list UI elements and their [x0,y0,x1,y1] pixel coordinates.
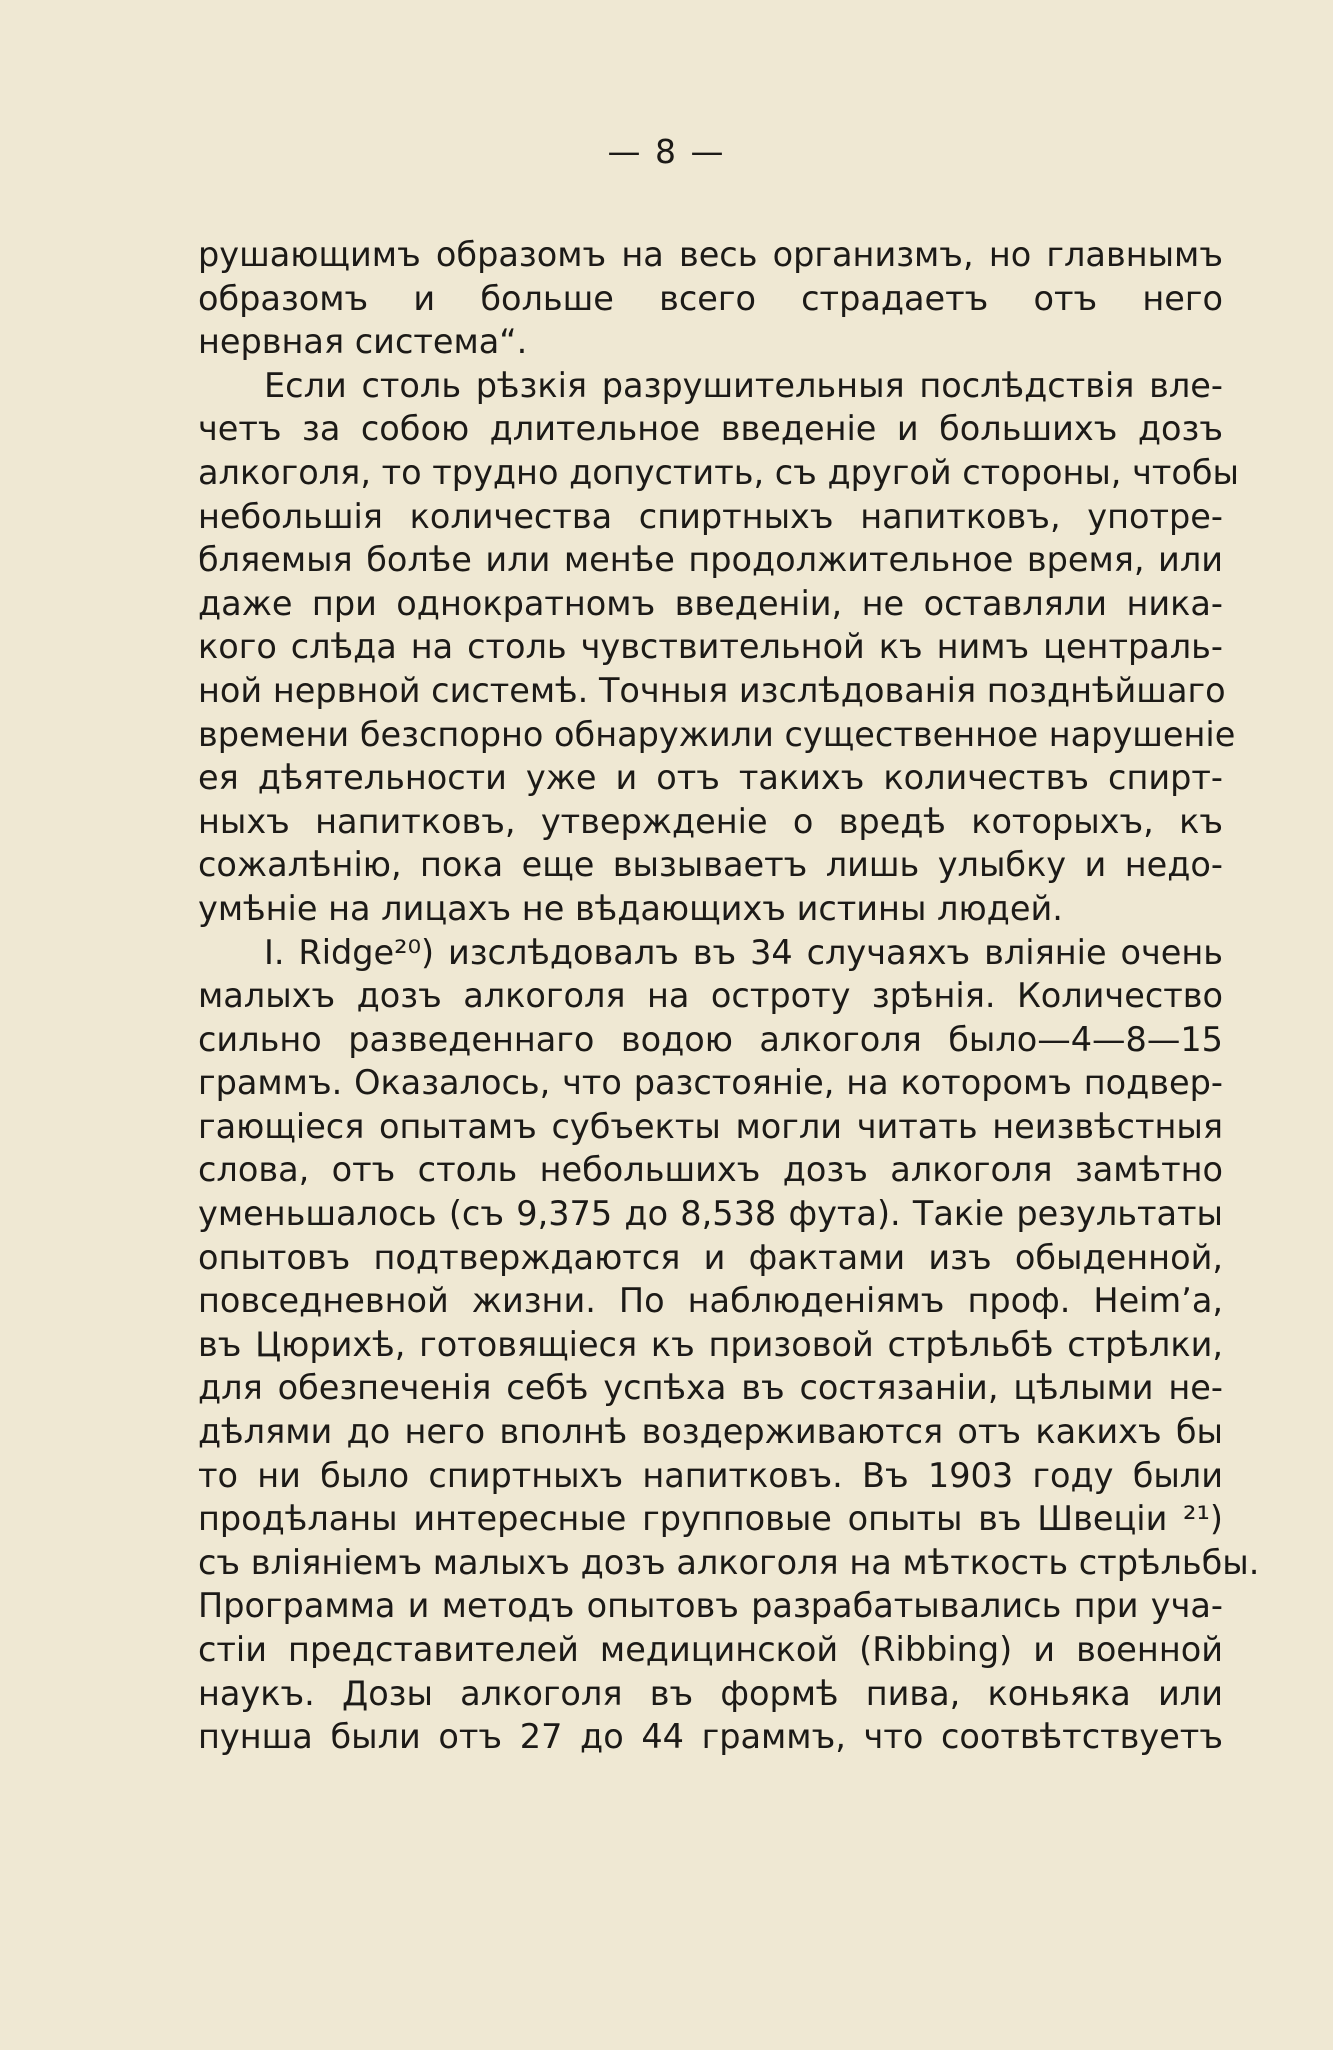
text-line: въ Цюрихѣ, готовящіеся къ призовой стрѣльбѣ стрѣлки, [198,1324,1223,1364]
text-line: уменьшалось (съ 9,375 до 8,538 фута). Такіе результаты [198,1194,1223,1234]
text-line: наукъ. Дозы алкоголя въ формѣ пива, коньяка или [198,1673,1223,1713]
text-line: дѣлями до него вполнѣ воздерживаются отъ какихъ бы [198,1412,1223,1452]
text-line: стіи представителей медицинской (Ribbing) и военной [198,1630,1223,1669]
page-number: — 8 — [607,132,726,171]
text-line: ея дѣятельности уже и отъ такихъ количествъ спирт- [198,758,1223,798]
text-line: сильно разведеннаго водою алкоголя было—4—8—15 [198,1019,1223,1059]
text-line: I. Ridge²⁰) изслѣдовалъ въ 34 случаяхъ вліяніе очень [264,932,1223,972]
text-line: продѣланы интересные групповые опыты въ Швеціи ²¹) [198,1499,1223,1539]
text-line: то ни было спиртныхъ напитковъ. Въ 1903 году были [198,1455,1223,1495]
text-line: повседневной жизни. По наблюденіямъ проф. Heim’a, [198,1281,1223,1321]
text-line: слова, отъ столь небольшихъ дозъ алкоголя замѣтно [198,1150,1223,1190]
text-line: небольшія количества спиртныхъ напитковъ, употре- [198,496,1223,536]
text-line: бляемыя болѣе или менѣе продолжительное время, или [198,540,1223,580]
text-line: гающіеся опытамъ субъекты могли читать неизвѣстныя [198,1106,1223,1146]
text-line: Программа и методъ опытовъ разрабатывались при уча- [198,1586,1223,1626]
text-line: кого слѣда на столь чувствительной къ нимъ централь- [198,627,1223,667]
text-line: четъ за собою длительное введеніе и большихъ дозъ [198,409,1223,449]
text-line: сожалѣнію, пока еще вызываетъ лишь улыбку и недо- [198,845,1223,885]
text-line: ной нервной системѣ. Точныя изслѣдованія позднѣйшаго [198,670,1226,710]
text-line: рушающимъ образомъ на весь организмъ, но главнымъ [198,235,1223,274]
body-text [198,233,1260,1759]
text-line: умѣніе на лицахъ не вѣдающихъ истины людей. [198,888,1063,928]
text-line: малыхъ дозъ алкоголя на остроту зрѣнія. Количество [198,976,1223,1016]
text-line: алкоголя, то трудно допустить, съ другой стороны, чтобы [198,452,1240,492]
text-line: пунша были отъ 27 до 44 граммъ, что соотвѣтствуетъ [198,1717,1223,1757]
text-line: съ вліяніемъ малыхъ дозъ алкоголя на мѣткость стрѣльбы. [198,1542,1260,1582]
text-line: даже при однократномъ введеніи, не оставляли ника- [198,583,1223,623]
text-line: образомъ и больше всего страдаетъ отъ него [198,278,1223,318]
text-line: нервная система“. [198,322,528,362]
text-line: времени безспорно обнаружили существенное нарушеніе [198,714,1236,754]
text-line: опытовъ подтверждаются и фактами изъ обыденной, [198,1237,1223,1277]
text-line: граммъ. Оказалось, что разстояніе, на которомъ подвер- [198,1063,1223,1103]
text-line: для обезпеченія себѣ успѣха въ состязаніи, цѣлыми не- [198,1368,1223,1408]
text-line: Если столь рѣзкія разрушительныя послѣдствія вле- [264,365,1223,405]
text-line: ныхъ напитковъ, утвержденіе о вредѣ которыхъ, къ [198,801,1223,841]
